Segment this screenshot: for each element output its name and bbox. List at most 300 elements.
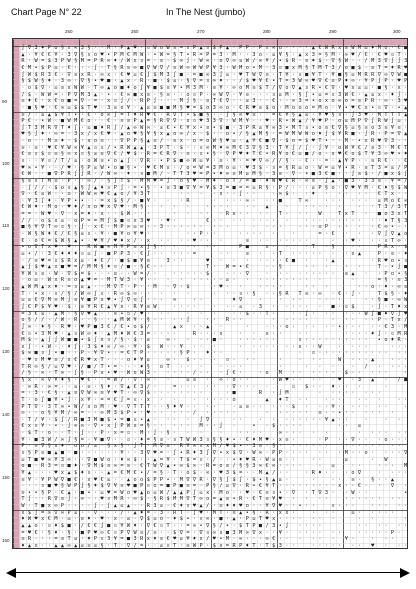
stitch-symbol: x [390,171,395,178]
stitch-symbol: · [311,483,315,490]
stitch-symbol: ∞ [186,157,190,164]
stitch-symbol: · [318,496,322,503]
stitch-symbol: $ [331,131,335,138]
stitch-symbol: ♦ [120,330,124,337]
stitch-symbol: ■ [67,476,71,483]
stitch-symbol: M [47,204,51,211]
stitch-symbol: o [74,217,78,224]
stitch-symbol: 3 [133,536,137,543]
stitch-symbol: · [232,104,236,111]
stitch-symbol: ¥ [278,151,282,158]
stitch-symbol: · [140,237,144,244]
stitch-symbol: T [390,317,395,324]
stitch-symbol: R [232,542,236,549]
stitch-symbol: € [384,157,388,164]
stitch-symbol: ♥ [21,164,25,171]
stitch-symbol: o [318,124,322,131]
stitch-symbol: = [47,237,51,244]
stitch-symbol: x [107,423,111,430]
stitch-symbol: o [298,104,302,111]
stitch-symbol: ■ [100,436,104,443]
stitch-symbol: ∫ [146,244,150,251]
stitch-symbol: ☒ [245,171,249,178]
stitch-symbol: · [338,436,342,443]
stitch-symbol: ♦ [107,264,111,271]
stitch-symbol: • [338,410,342,417]
stitch-symbol: · [397,436,401,443]
stitch-symbol: ▲ [47,111,51,118]
stitch-symbol: · [404,516,408,523]
stitch-symbol: · [206,317,210,324]
stitch-symbol: · [397,396,401,403]
row-tick-160: 160 [2,538,10,543]
stitch-symbol: € [239,104,243,111]
stitch-symbol: · [212,197,216,204]
stitch-symbol: · [351,363,355,370]
stitch-symbol: ∇ [173,111,177,118]
stitch-symbol: ♥ [265,516,269,523]
stitch-symbol: · [331,483,335,490]
stitch-symbol: · [265,270,269,277]
stitch-symbol: · [113,436,117,443]
stitch-symbol: · [232,217,236,224]
stitch-symbol: · [344,496,348,503]
stitch-symbol: · [364,357,368,364]
stitch-symbol: $ [27,91,32,98]
stitch-symbol: · [239,270,243,277]
triangle-left-icon[interactable] [4,567,18,579]
stitch-symbol: ▲ [206,323,210,330]
stitch-symbol: W [27,230,32,237]
stitch-symbol: · [146,297,150,304]
stitch-symbol: 3 [404,58,408,65]
stitch-symbol: · [179,270,183,277]
stitch-symbol: € [100,224,104,231]
stitch-symbol: x [364,104,368,111]
stitch-symbol: ∫ [377,78,381,85]
stitch-symbol: ∫ [324,177,329,184]
stitch-symbol: · [60,177,65,184]
stitch-symbol: ≡ [80,303,84,310]
stitch-symbol: · [54,430,58,437]
stitch-symbol: ∇ [344,184,348,191]
stitch-symbol: € [258,489,263,496]
stitch-symbol: x [113,430,117,437]
stitch-symbol: · [120,436,124,443]
stitch-symbol: • [397,151,401,158]
stitch-symbol: R [225,317,230,324]
stitch-symbol: ♥ [377,138,381,145]
stitch-symbol: = [384,65,388,72]
stitch-symbol: T [311,65,315,72]
stitch-symbol: · [318,303,322,310]
stitch-symbol: ∫ [21,303,25,310]
stitch-symbol: T [351,211,355,218]
stitch-symbol: ∇ [192,78,197,85]
stitch-symbol: · [219,337,223,344]
stitch-symbol: € [219,98,223,105]
stitch-symbol: ¤ [199,456,203,463]
stitch-symbol: ♥ [133,45,137,52]
stitch-symbol: · [173,224,177,231]
triangle-right-icon[interactable] [398,567,412,579]
stitch-symbol: · [377,443,381,450]
stitch-symbol: · [305,317,309,324]
stitch-symbol: 3 [140,330,144,337]
stitch-symbol: · [285,45,289,52]
stitch-symbol: · [311,430,315,437]
stitch-symbol: · [87,98,91,105]
stitch-symbol: · [390,297,395,304]
stitch-symbol: € [404,157,408,164]
stitch-symbol: · [344,436,348,443]
stitch-symbol: • [338,323,342,330]
stitch-symbol: · [186,303,190,310]
stitch-symbol: · [371,257,375,264]
stitch-symbol: $ [146,516,150,523]
stitch-symbol: · [311,357,315,364]
stitch-symbol: · [186,230,190,237]
stitch-symbol: ♦ [404,250,408,257]
stitch-symbol: · [371,536,375,543]
stitch-symbol: ∞ [21,410,25,417]
stitch-symbol: · [153,124,157,131]
stitch-symbol: 3 [60,456,65,463]
stitch-symbol: · [285,303,289,310]
stitch-symbol: · [74,396,78,403]
stitch-symbol: o [285,151,289,158]
stitch-symbol: / [133,542,137,549]
stitch-symbol: 3 [34,197,38,204]
stitch-symbol: · [331,376,335,383]
stitch-symbol: · [159,410,164,417]
stitch-symbol: · [199,277,203,284]
stitch-symbol: · [377,323,381,330]
stitch-symbol: · [225,303,230,310]
stitch-symbol: · [80,111,84,118]
stitch-symbol: · [390,45,395,52]
stitch-symbol: · [404,138,408,145]
stitch-symbol: · [377,529,381,536]
stitch-symbol: ∞ [219,376,223,383]
stitch-symbol: § [126,164,131,171]
stitch-symbol: · [153,416,157,423]
stitch-symbol: / [93,363,98,370]
stitch-symbol: ∇ [245,270,249,277]
stitch-symbol: ∇ [21,191,25,198]
stitch-symbol: ♥ [212,536,216,543]
stitch-symbol: ∇ [60,363,65,370]
stitch-symbol: ■ [133,91,137,98]
stitch-symbol: ≡ [21,536,25,543]
stitch-symbol: · [265,171,269,178]
stitch-symbol: ☒ [225,71,230,78]
stitch-symbol: ☒ [239,58,243,65]
stitch-symbol: / [285,184,289,191]
stitch-symbol: R [245,104,249,111]
stitch-symbol: P [120,529,124,536]
stitch-symbol: ∫ [397,58,401,65]
stitch-symbol: ☒ [87,124,91,131]
stitch-symbol: $ [232,449,236,456]
stitch-symbol: · [377,237,381,244]
stitch-symbol: § [404,270,408,277]
stitch-symbol: ♥ [351,104,355,111]
stitch-symbol: · [265,98,269,105]
stitch-symbol: = [192,483,197,490]
stitch-symbol: / [74,290,78,297]
stitch-symbol: ¤ [338,111,342,118]
stitch-symbol: · [265,449,269,456]
stitch-symbol: € [291,151,296,158]
stitch-symbol: ∫ [80,483,84,490]
stitch-symbol: · [291,303,296,310]
stitch-symbol: § [120,443,124,450]
stitch-symbol: · [87,449,91,456]
stitch-symbol: ∫ [397,310,401,317]
stitch-symbol: · [285,98,289,105]
stitch-symbol: • [357,138,362,145]
stitch-symbol: ∫ [173,449,177,456]
stitch-symbol: R [258,184,263,191]
stitch-symbol: ∞ [206,469,210,476]
stitch-symbol: ≡ [258,443,263,450]
stitch-symbol: · [285,449,289,456]
stitch-symbol: ¤ [54,264,58,271]
stitch-symbol: / [206,536,210,543]
stitch-symbol: T [173,542,177,549]
stitch-symbol: 3 [252,463,256,470]
stitch-symbol: ∇ [199,529,203,536]
stitch-symbol: · [291,449,296,456]
stitch-symbol: · [285,529,289,536]
stitch-symbol: / [219,483,223,490]
stitch-symbol: · [74,522,78,529]
stitch-symbol: = [146,330,150,337]
stitch-symbol: · [245,51,249,58]
stitch-symbol: · [107,430,111,437]
stitch-symbol: ∫ [80,224,84,231]
stitch-symbol: § [397,217,401,224]
stitch-symbol: · [80,536,84,543]
stitch-symbol: § [179,350,183,357]
stitch-symbol: ∫ [285,522,289,529]
stitch-symbol: · [344,264,348,271]
stitch-symbol: R [206,463,210,470]
stitch-symbol: · [324,449,329,456]
stitch-symbol: ☒ [80,230,84,237]
stitch-symbol: § [357,124,362,131]
stitch-symbol: § [258,171,263,178]
stitch-symbol: $ [285,191,289,198]
stitch-symbol: 3 [351,177,355,184]
stitch-symbol: § [80,370,84,377]
stitch-symbol: T [285,396,289,403]
stitch-symbol: ■ [179,157,183,164]
stitch-symbol: · [179,224,183,231]
stitch-symbol: ∫ [140,84,144,91]
stitch-symbol: ∇ [93,423,98,430]
stitch-symbol: · [404,503,408,510]
stitch-symbol: ≡ [107,463,111,470]
stitch-symbol: ∫ [113,177,117,184]
stitch-symbol: · [357,463,362,470]
stitch-symbol: = [21,211,25,218]
stitch-symbol: ¤ [225,357,230,364]
stitch-symbol: · [126,284,131,291]
stitch-symbol: ☒ [278,476,282,483]
stitch-symbol: W [60,317,65,324]
stitch-symbol: € [364,51,368,58]
stitch-symbol: · [212,357,216,364]
stitch-symbol: W [126,423,131,430]
stitch-symbol: · [272,144,276,151]
stitch-symbol: M [107,45,111,52]
stitch-symbol: o [87,118,91,125]
stitch-symbol: · [384,317,388,324]
stitch-symbol: ■ [60,118,65,125]
stitch-symbol: = [113,363,117,370]
stitch-symbol: ▲ [113,503,117,510]
stitch-symbol: · [113,509,117,516]
stitch-symbol: · [298,310,302,317]
stitch-symbol: ∞ [87,177,91,184]
stitch-symbol: R [140,78,144,85]
stitch-symbol: · [232,363,236,370]
stitch-symbol: · [344,483,348,490]
stitch-symbol: • [245,509,249,516]
stitch-symbol: · [212,350,216,357]
stitch-symbol: • [285,118,289,125]
stitch-symbol: • [34,290,38,297]
stitch-symbol: P [199,542,203,549]
stitch-symbol: · [357,330,362,337]
stitch-symbol: · [272,403,276,410]
stitch-symbol: · [140,522,144,529]
stitch-symbol: · [80,449,84,456]
stitch-symbol: ¥ [140,303,144,310]
stitch-symbol: ¤ [186,503,190,510]
stitch-symbol: ¥ [60,197,65,204]
stitch-symbol: § [54,390,58,397]
stitch-symbol: T [404,211,408,218]
stitch-symbol: o [351,151,355,158]
stitch-symbol: · [212,230,216,237]
stitch-symbol: M [47,177,51,184]
stitch-symbol: ■ [225,124,230,131]
stitch-symbol: o [338,144,342,151]
stitch-symbol: ∇ [252,144,256,151]
stitch-symbol: · [390,98,395,105]
stitch-symbol: € [120,71,124,78]
stitch-symbol: M [252,171,256,178]
stitch-symbol: 3 [219,51,223,58]
stitch-symbol: P [239,542,243,549]
stitch-symbol: ¥ [390,124,395,131]
stitch-symbol: ☒ [93,443,98,450]
stitch-symbol: ■ [27,104,32,111]
stitch-symbol: ☒ [239,403,243,410]
stitch-symbol: ▲ [80,277,84,284]
stitch-symbol: x [192,124,197,131]
stitch-symbol: / [21,217,25,224]
stitch-symbol: ■ [120,217,124,224]
stitch-symbol: · [258,277,263,284]
stitch-symbol: · [272,436,276,443]
stitch-symbol: · [272,71,276,78]
stitch-symbol: ¥ [278,51,282,58]
stitch-symbol: · [186,237,190,244]
stitch-symbol: ■ [126,536,131,543]
stitch-symbol: ¤ [107,184,111,191]
stitch-symbol: · [351,343,355,350]
stitch-symbol: · [357,522,362,529]
stitch-symbol: € [258,483,263,490]
stitch-symbol: ∞ [245,529,249,536]
stitch-symbol: · [113,138,117,145]
stitch-symbol: M [153,284,157,291]
stitch-symbol: § [390,290,395,297]
stitch-symbol: · [344,224,348,231]
stitch-symbol: § [47,410,51,417]
stitch-symbol: $ [74,104,78,111]
stitch-symbol: x [34,542,38,549]
stitch-symbol: ¤ [107,337,111,344]
stitch-symbol: · [357,449,362,456]
stitch-symbol: · [212,469,216,476]
stitch-symbol: $ [27,509,32,516]
stitch-symbol: R [41,463,45,470]
stitch-symbol: ■ [278,197,282,204]
stitch-symbol: 3 [252,51,256,58]
stitch-symbol: $ [239,522,243,529]
stitch-symbol: · [245,443,249,450]
stitch-symbol: ¥ [272,496,276,503]
stitch-symbol: · [357,237,362,244]
stitch-symbol: W [140,51,144,58]
stitch-symbol: ▲ [67,469,71,476]
stitch-symbol: M [258,469,263,476]
stitch-symbol: ■ [93,323,98,330]
stitch-symbol: ■ [245,244,249,251]
stitch-symbol: = [173,383,177,390]
stitch-symbol: T [318,138,322,145]
stitch-symbol: · [377,430,381,437]
stitch-symbol: § [21,376,25,383]
stitch-symbol: · [206,376,210,383]
stitch-symbol: $ [212,184,216,191]
stitch-symbol: ≡ [41,449,45,456]
stitch-symbol: R [113,290,117,297]
stitch-symbol: T [113,277,117,284]
stitch-symbol: · [338,337,342,344]
stitch-symbol: ¤ [384,237,388,244]
stitch-symbol: · [153,91,157,98]
stitch-symbol: ∇ [357,469,362,476]
stitch-symbol: § [212,483,216,490]
stitch-symbol: ♦ [311,58,315,65]
stitch-symbol: · [107,270,111,277]
stitch-symbol: • [173,124,177,131]
stitch-symbol: M [344,449,348,456]
stitch-symbol: ∇ [113,204,117,211]
stitch-symbol: · [74,496,78,503]
stitch-symbol: • [186,51,190,58]
stitch-symbol: · [298,410,302,417]
stitch-symbol: 3 [311,51,315,58]
stitch-symbol: x [258,529,263,536]
stitch-symbol: ∇ [80,78,84,85]
